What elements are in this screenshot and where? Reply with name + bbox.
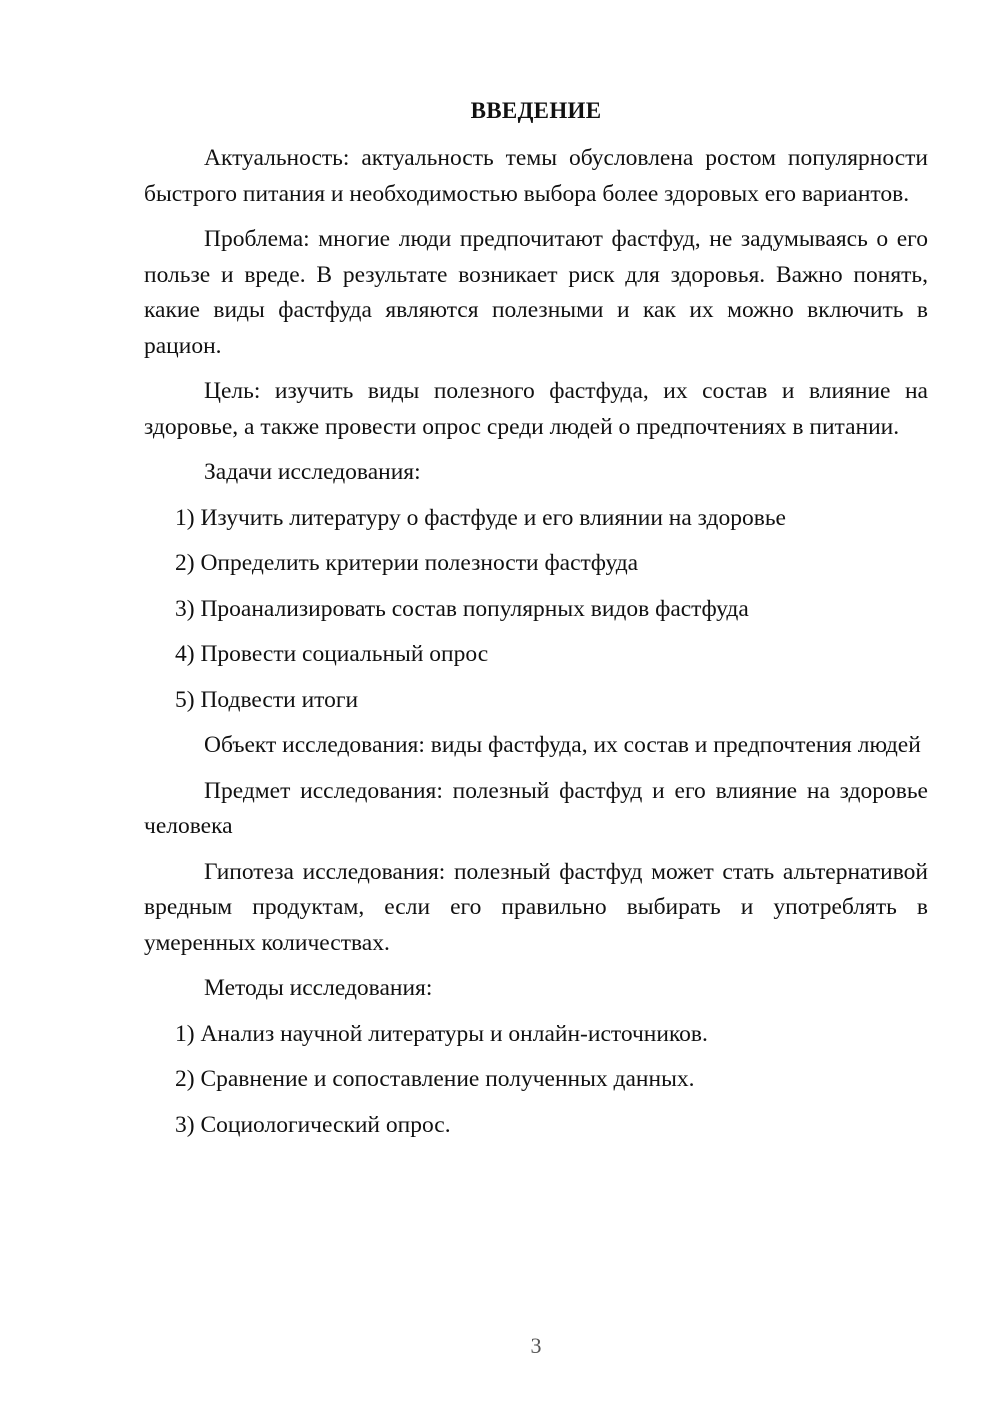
list-item: 3) Проанализировать состав популярных видов фастфуда: [175, 595, 749, 622]
list-item: 2) Определить критерии полезности фастфуда: [175, 550, 639, 576]
page-number: 3: [530, 1333, 542, 1358]
list-item: 2) Сравнение и сопоставление полученных данных.: [175, 1066, 695, 1092]
tasks-list: [144, 501, 928, 719]
list-item: 3) Социологический опрос.: [175, 1111, 451, 1138]
list-item: 1) Изучить литературу о фастфуде и его влиянии на здоровье: [175, 504, 786, 531]
relevance-paragraph: Актуальность: актуальность темы обусловлена ростом популярности быстрого питания и необходимостью выбора более здоровых его вариантов.: [144, 145, 928, 207]
problem-paragraph: Проблема: многие люди предпочитают фастфуд, не задумываясь о его пользе и вреде. В результате возникает риск для здоровья. Важно понять, какие виды фастфуда являются полезными и как их можно включить в рацион.: [144, 226, 928, 359]
document-body: [144, 141, 928, 1153]
list-item: 1) Анализ научной литературы и онлайн-источников.: [175, 1020, 708, 1047]
subject-paragraph: Предмет исследования: полезный фастфуд и его влияние на здоровье человека: [144, 777, 928, 839]
object-paragraph: Объект исследования: виды фастфуда, их состав и предпочтения людей: [204, 732, 921, 758]
list-item: 5) Подвести итоги: [175, 686, 359, 713]
methods-list: [144, 1017, 928, 1144]
hypothesis-paragraph: Гипотеза исследования: полезный фастфуд может стать альтернативой вредным продуктам, если его правильно выбирать и употреблять в умеренных количествах.: [144, 858, 928, 956]
list-item: 4) Провести социальный опрос: [175, 641, 489, 667]
tasks-heading: Задачи исследования:: [204, 459, 421, 485]
goal-paragraph: Цель: изучить виды полезного фастфуда, их состав и влияние на здоровье, а также провести опрос среди людей о предпочтениях в питании.: [144, 378, 928, 440]
methods-heading: Методы исследования:: [204, 975, 433, 1001]
section-title: ВВЕДЕНИЕ: [470, 98, 602, 123]
